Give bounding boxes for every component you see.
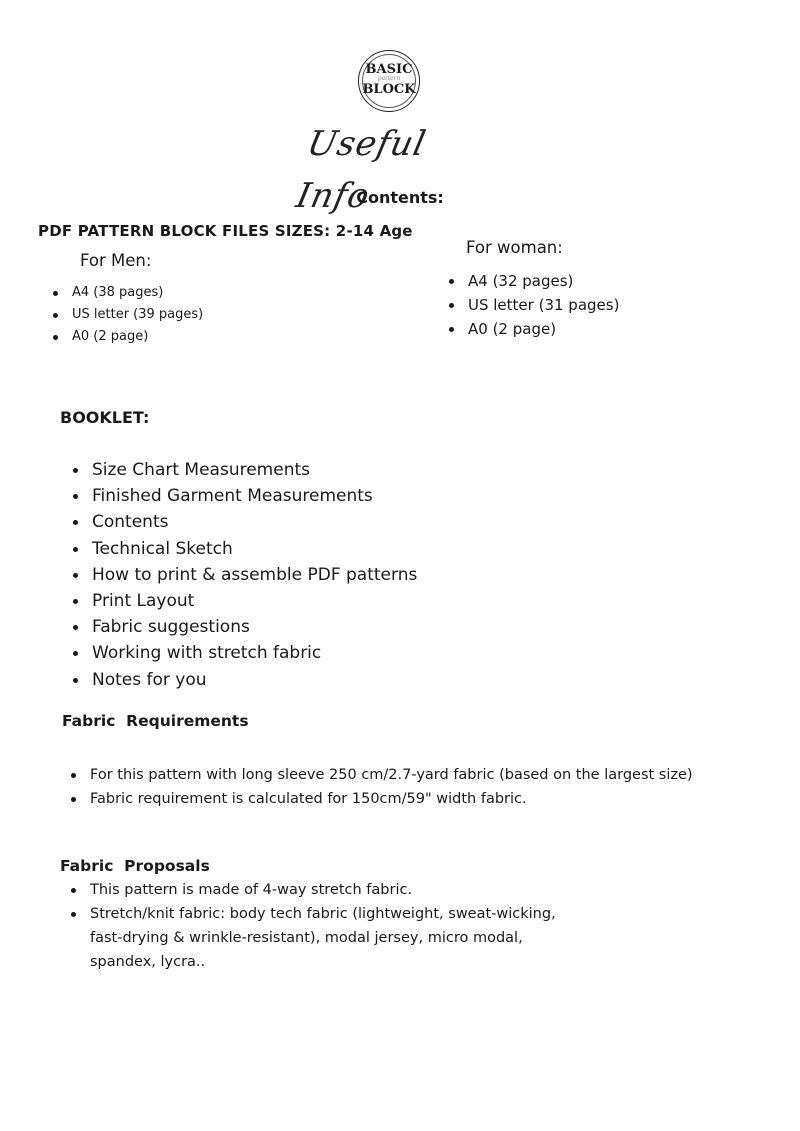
list-item: This pattern is made of 4-way stretch fabric. xyxy=(68,878,578,902)
logo-text-bottom: BLOCK xyxy=(362,82,416,97)
fabric-proposals-list xyxy=(68,878,578,974)
list-item: Fabric requirement is calculated for 150cm/59" width fabric. xyxy=(68,787,768,811)
list-item: Working with stretch fabric xyxy=(70,640,417,666)
list-item: Size Chart Measurements xyxy=(70,457,417,483)
list-item: A4 (32 pages) xyxy=(446,269,619,293)
booklet-heading: BOOKLET: xyxy=(60,408,150,427)
list-item: Finished Garment Measurements xyxy=(70,483,417,509)
list-item: Notes for you xyxy=(70,667,417,693)
list-item: Stretch/knit fabric: body tech fabric (lightweight, sweat-wicking, fast-drying & wrinkle-resistant), modal jersey, micro modal, spandex, lycra.. xyxy=(68,902,578,974)
script-title: Useful Info xyxy=(292,124,430,216)
list-item: Fabric suggestions xyxy=(70,614,417,640)
booklet-list xyxy=(70,457,417,693)
logo-text-middle: pattern xyxy=(377,75,401,82)
woman-heading: For woman: xyxy=(466,238,563,257)
list-item: A0 (2 page) xyxy=(50,326,203,348)
list-item: For this pattern with long sleeve 250 cm/2.7-yard fabric (based on the largest size) xyxy=(68,763,768,787)
list-item: US letter (31 pages) xyxy=(446,293,619,317)
fabric-proposals-heading: Fabric Proposals xyxy=(60,857,210,875)
fabric-requirements-list xyxy=(68,763,768,811)
men-list xyxy=(50,282,203,348)
list-item: Print Layout xyxy=(70,588,417,614)
pdf-files-title: PDF PATTERN BLOCK FILES SIZES: 2-14 Age xyxy=(38,222,413,240)
list-item: How to print & assemble PDF patterns xyxy=(70,562,417,588)
list-item: A4 (38 pages) xyxy=(50,282,203,304)
list-item: A0 (2 page) xyxy=(446,317,619,341)
list-item: Technical Sketch xyxy=(70,536,417,562)
fabric-requirements-heading: Fabric Requirements xyxy=(62,712,249,730)
logo-text-top: BASIC xyxy=(365,62,413,77)
woman-list xyxy=(446,269,619,341)
brand-logo xyxy=(358,50,420,112)
contents-heading: Contents: xyxy=(356,188,444,207)
list-item: Contents xyxy=(70,509,417,535)
men-heading: For Men: xyxy=(80,251,152,270)
list-item: US letter (39 pages) xyxy=(50,304,203,326)
